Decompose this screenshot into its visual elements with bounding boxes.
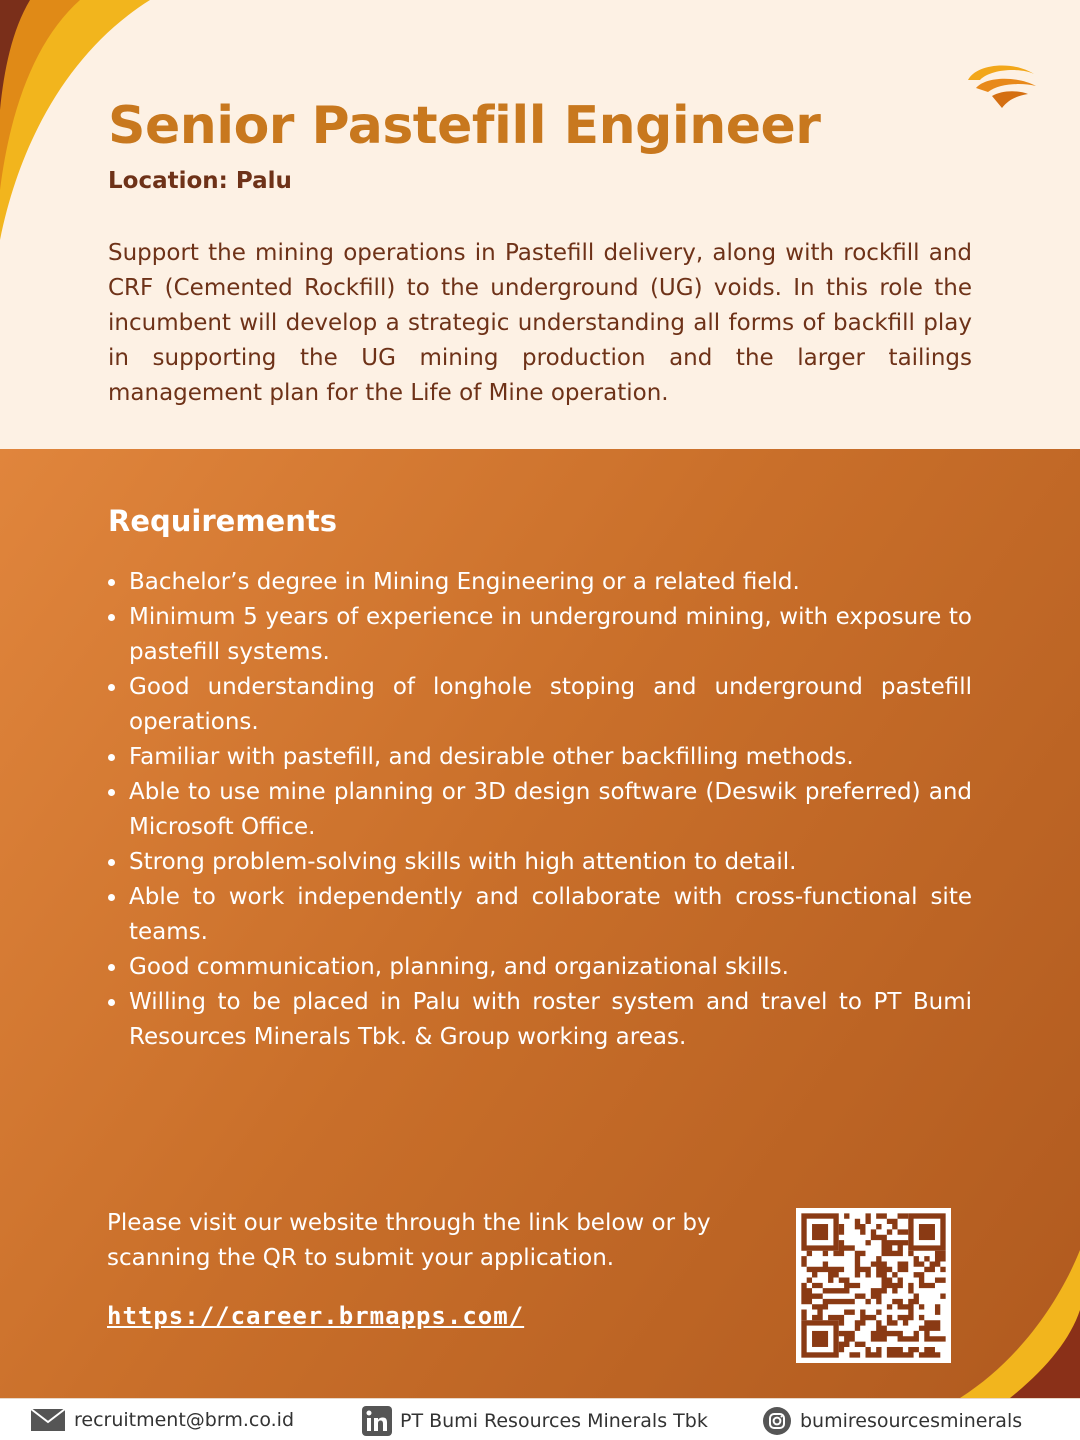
footer-linkedin[interactable]: [362, 1406, 708, 1436]
qr-code[interactable]: [796, 1208, 951, 1363]
instagram-icon: [762, 1406, 792, 1436]
apply-instructions: Please visit our website through the link below or by scanning the QR to submit your application.: [107, 1210, 711, 1271]
footer-instagram[interactable]: [762, 1406, 1022, 1436]
job-location: Location: Palu: [108, 168, 292, 194]
job-summary: Support the mining operations in Pastefill delivery, along with rockfill and CRF (Cemented Rockfill) to the underground (UG) voids. In this role the incumbent will develop a strategic understanding all forms of backfill play in supporting the UG mining production and the larger tailings management plan for the Life of Mine operation.: [108, 240, 972, 406]
list-item: Bachelor’s degree in Mining Engineering or a related field.: [108, 565, 972, 600]
instagram-text: bumiresourcesminerals: [800, 1410, 1023, 1432]
career-link[interactable]: https://career.brmapps.com/: [107, 1302, 525, 1330]
list-item: Able to use mine planning or 3D design software (Deswik preferred) and Microsoft Office.: [108, 775, 972, 845]
list-item: Able to work independently and collaborate with cross-functional site teams.: [108, 880, 972, 950]
list-item: Good understanding of longhole stoping and underground pastefill operations.: [108, 670, 972, 740]
email-text: recruitment@brm.co.id: [74, 1409, 295, 1431]
list-item: Minimum 5 years of experience in underground mining, with exposure to pastefill systems.: [108, 600, 972, 670]
footer-email[interactable]: [30, 1406, 294, 1434]
list-item: Familiar with pastefill, and desirable other backfilling methods.: [108, 740, 972, 775]
list-item: Strong problem-solving skills with high attention to detail.: [108, 845, 972, 880]
list-item: Good communication, planning, and organizational skills.: [108, 950, 972, 985]
requirements-list: [108, 565, 972, 1055]
job-title: Senior Pastefill Engineer: [108, 96, 821, 156]
linkedin-text: PT Bumi Resources Minerals Tbk: [400, 1410, 708, 1432]
brm-logo-icon: [962, 60, 1042, 112]
linkedin-icon: [362, 1406, 392, 1436]
list-item: Willing to be placed in Palu with roster system and travel to PT Bumi Resources Minerals Tbk. & Group working areas.: [108, 985, 972, 1055]
requirements-heading: Requirements: [108, 504, 337, 538]
email-icon: [30, 1406, 66, 1434]
